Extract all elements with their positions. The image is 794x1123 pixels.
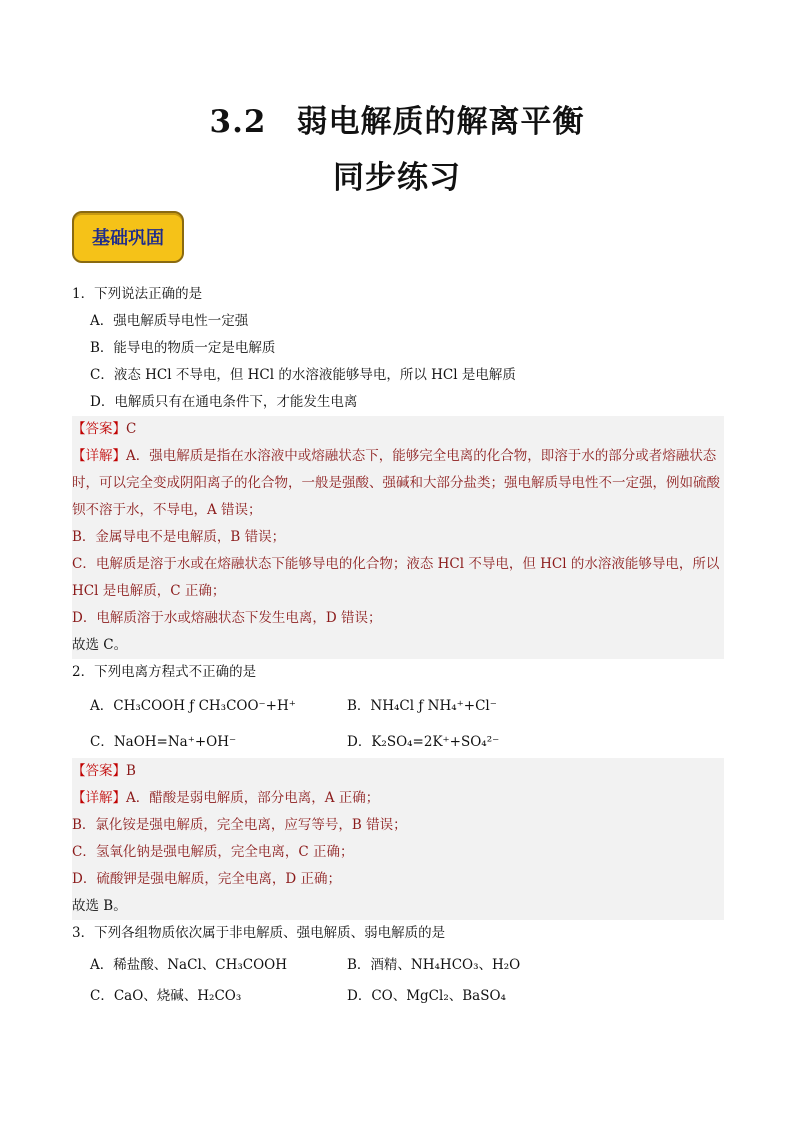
question-2-stem: 2．下列电离方程式不正确的是 xyxy=(72,664,257,680)
page-subtitle: 同步练习 xyxy=(333,160,461,196)
question-2-explain-d: D．硫酸钾是强电解质，完全电离，D 正确； xyxy=(72,871,341,887)
question-2-explain-a xyxy=(72,785,724,812)
question-3-option-b: B．酒精、NH₄HCO₃、H₂O xyxy=(347,956,521,973)
question-3-stem: 3．下列各组物质依次属于非电解质、强电解质、弱电解质的是 xyxy=(72,925,446,941)
question-1-answer-block xyxy=(72,416,724,659)
answer-value: C xyxy=(126,421,137,437)
page-title xyxy=(0,96,794,141)
question-3-option-d: D．CO、MgCl₂、BaSO₄ xyxy=(347,987,506,1004)
exercise-content xyxy=(72,281,724,1009)
question-2-options-row-2 xyxy=(72,722,724,758)
answer-tag: 【答案】 xyxy=(72,421,126,437)
explain-text: A．强电解质是指在水溶液中或熔融状态下，能够完全电离的化合物，即溶于水的部分或者熔融状态时，可以完全变成阴阳离子的化合物，一般是强酸、强碱和大部分盐类；强电解质导电性不一定强，例如硫酸钡不溶于水，不导电，A 错误； xyxy=(72,448,720,518)
question-1-explain-d: D．电解质溶于水或熔融状态下发生电离，D 错误； xyxy=(72,610,382,626)
question-3-option-a: A．稀盐酸、NaCl、CH₃COOH xyxy=(90,956,288,973)
question-1-explain-b: B．金属导电不是电解质，B 错误； xyxy=(72,529,286,545)
section-badge: 基础巩固 xyxy=(72,211,184,263)
answer-tag: 【答案】 xyxy=(72,763,126,779)
question-1-option-b: B．能导电的物质一定是电解质 xyxy=(90,340,276,356)
question-2-option-c: C．NaOH=Na⁺+OH⁻ xyxy=(90,734,237,750)
question-3-options-row-2 xyxy=(72,978,724,1009)
question-1-explain-a xyxy=(72,443,724,524)
question-2-options-row-1 xyxy=(72,686,724,722)
question-1-option-d: D．电解质只有在通电条件下，才能发生电离 xyxy=(90,394,358,410)
question-2-answer-block xyxy=(72,758,724,920)
section-title: 弱电解质的解离平衡 xyxy=(296,104,585,140)
question-1-explain-c: C．电解质是溶于水或在熔融状态下能够导电的化合物；液态 HCl 不导电，但 HCl 的水溶液能够导电，所以 HCl 是电解质，C 正确； xyxy=(72,556,720,599)
explain-tag: 【详解】 xyxy=(72,790,126,806)
question-2-option-b: B．NH₄Cl ƒ NH₄⁺+Cl⁻ xyxy=(347,698,497,714)
question-1-option-c: C．液态 HCl 不导电，但 HCl 的水溶液能够导电，所以 HCl 是电解质 xyxy=(90,367,516,383)
question-2-option-a: A．CH₃COOH ƒ CH₃COO⁻+H⁺ xyxy=(90,698,296,714)
explain-tag: 【详解】 xyxy=(72,448,126,464)
question-3-options-row-1 xyxy=(72,947,724,978)
question-1-conclusion: 故选 C。 xyxy=(72,637,128,653)
question-3-option-c: C．CaO、烧碱、H₂CO₃ xyxy=(90,987,242,1004)
section-number: 3.2 xyxy=(209,104,267,140)
explain-text: A．醋酸是弱电解质，部分电离，A 正确； xyxy=(126,790,380,806)
answer-value: B xyxy=(126,763,136,779)
question-2-conclusion: 故选 B。 xyxy=(72,898,127,914)
question-1-stem: 1．下列说法正确的是 xyxy=(72,286,203,302)
question-2-explain-b: B．氯化铵是强电解质，完全电离，应写等号，B 错误； xyxy=(72,817,407,833)
question-1-option-a: A．强电解质导电性一定强 xyxy=(90,313,249,329)
question-2-explain-c: C．氢氧化钠是强电解质，完全电离，C 正确； xyxy=(72,844,354,860)
question-1-answer xyxy=(72,416,724,443)
question-2-option-d: D．K₂SO₄=2K⁺+SO₄²⁻ xyxy=(347,734,500,750)
question-2-answer xyxy=(72,758,724,785)
